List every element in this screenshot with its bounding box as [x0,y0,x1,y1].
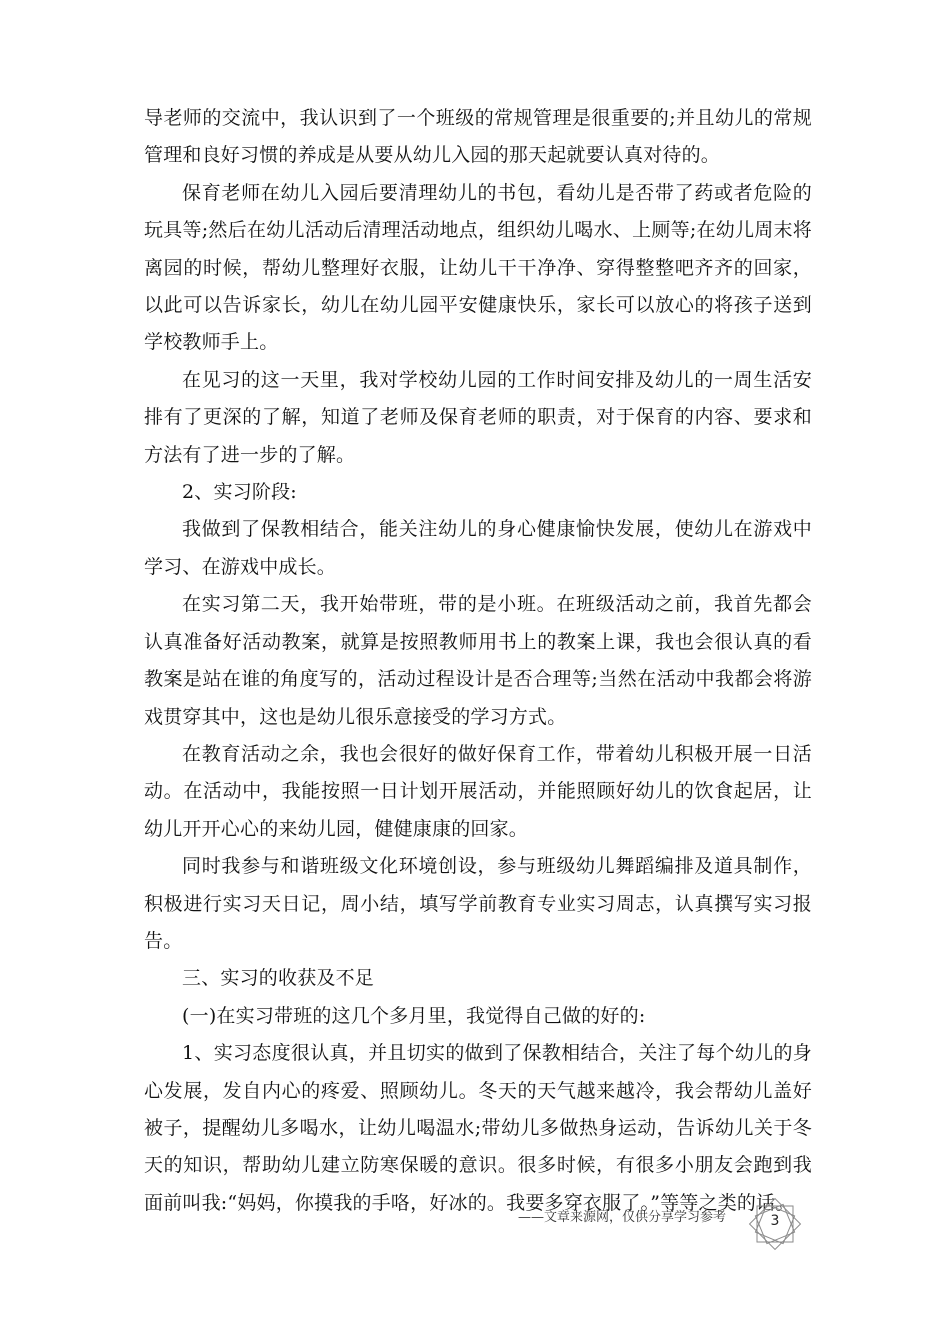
document-body [144,100,812,1222]
section-heading-internship-stage: 2、实习阶段: [182,481,297,504]
subsection-heading: (一)在实习带班的这几个多月里，我觉得自己做的好的: [182,1004,646,1027]
page-number-badge [747,1196,803,1252]
page-number: 3 [770,1213,780,1229]
paragraph: 1、实习态度很认真，并且切实的做到了保教相结合，关注了每个幼儿的身心发展，发自内心的疼爱、照顾幼儿。冬天的天气越来越冷，我会帮幼儿盖好被子，提醒幼儿多喝水，让幼儿喝温水;带幼儿多做热身运动，告诉幼儿关于冬天的知识，帮助幼儿建立防寒保暖的意识。很多时候，有很多小朋友会跑到我面前叫我:“妈妈，你摸我的手咯，好冰的。我要多穿衣服了。”等等之类的话。 [144,1042,812,1214]
paragraph: 同时我参与和谐班级文化环境创设，参与班级幼儿舞蹈编排及道具制作，积极进行实习天日记，周小结，填写学前教育专业实习周志，认真撰写实习报告。 [144,855,812,952]
paragraph: 保育老师在幼儿入园后要清理幼儿的书包，看幼儿是否带了药或者危险的玩具等;然后在幼儿活动后清理活动地点，组织幼儿喝水、上厕等;在幼儿周末将离园的时候，帮幼儿整理好衣服，让幼儿干干净净、穿得整整吧齐齐的回家，以此可以告诉家长，幼儿在幼儿园平安健康快乐，家长可以放心的将孩子送到学校教师手上。 [144,181,812,354]
section-heading-gains-and-shortcomings: 三、实习的收获及不足 [182,967,375,990]
paragraph: 在实习第二天，我开始带班，带的是小班。在班级活动之前，我首先都会认真准备好活动教案，就算是按照教师用书上的教案上课，我也会很认真的看教案是站在谁的角度写的，活动过程设计是否合理等;当然在活动中我都会将游戏贯穿其中，这也是幼儿很乐意接受的学习方式。 [144,593,812,728]
paragraph: 在见习的这一天里，我对学校幼儿园的工作时间安排及幼儿的一周生活安排有了更深的了解，知道了老师及保育老师的职责，对于保育的内容、要求和方法有了进一步的了解。 [144,368,812,466]
paragraph: 在教育活动之余，我也会很好的做好保育工作，带着幼儿积极开展一日活动。在活动中，我能按照一日计划开展活动，并能照顾好幼儿的饮食起居，让幼儿开开心心的来幼儿园，健健康康的回家。 [144,742,812,840]
paragraph: 我做到了保教相结合，能关注幼儿的身心健康愉快发展，使幼儿在游戏中学习、在游戏中成长。 [144,518,812,578]
footer-source-note: ——文章来源网，仅供分享学习参考 [518,1210,727,1225]
paragraph-continued: 导老师的交流中，我认识到了一个班级的常规管理是很重要的;并且幼儿的常规管理和良好习惯的养成是从要从幼儿入园的那天起就要认真对待的。 [144,107,812,167]
